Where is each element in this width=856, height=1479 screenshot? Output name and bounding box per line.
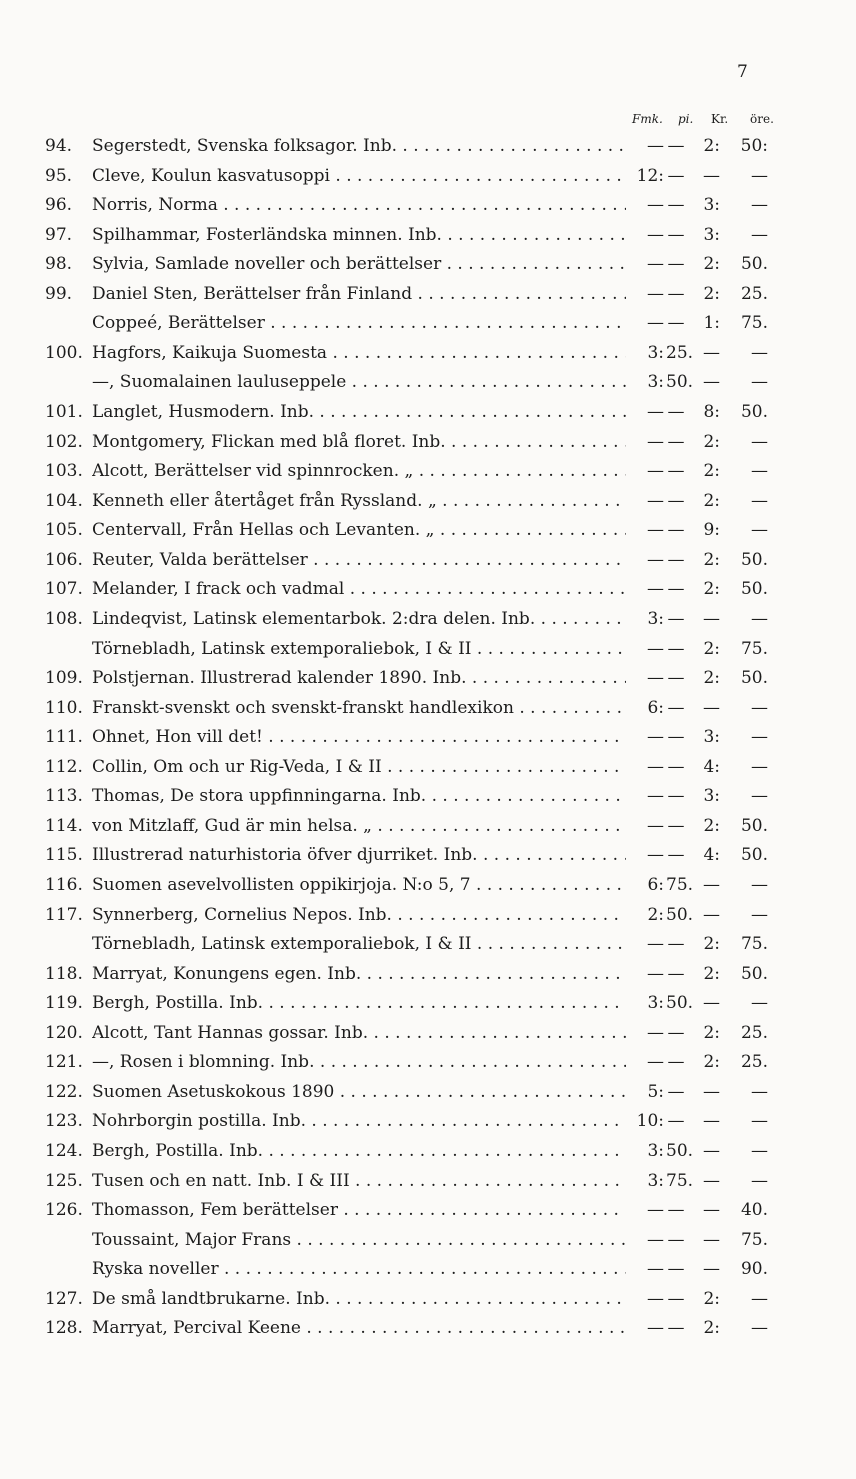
- entry-number: 120.: [45, 1022, 83, 1043]
- price-fmk: 3:: [647, 372, 664, 393]
- entry-number: 104.: [45, 490, 83, 511]
- price-kr: —: [703, 165, 720, 186]
- catalog-row: [0, 134, 856, 158]
- price-ore: —: [751, 490, 768, 511]
- entry-number: 111.: [45, 727, 83, 748]
- price-fmk: —: [647, 224, 664, 245]
- price-pi: —: [667, 1288, 685, 1309]
- catalog-row: [0, 311, 856, 335]
- price-kr: 2:: [703, 638, 720, 659]
- catalog-row: [0, 548, 856, 572]
- price-fmk: —: [647, 668, 664, 689]
- price-ore: 75.: [740, 638, 768, 659]
- entry-title: Montgomery, Flickan med blå floret. Inb. . . .: [92, 430, 626, 454]
- price-kr: 2:: [703, 1022, 720, 1043]
- entry-title: Thomas, De stora uppfinningarna. Inb. . . .: [92, 784, 626, 808]
- price-fmk: —: [647, 756, 664, 777]
- price-kr: 9:: [703, 520, 720, 541]
- entry-title: Centervall, Från Hellas och Levanten. „ . . .: [92, 518, 626, 542]
- price-fmk: —: [647, 1052, 664, 1073]
- catalog-row: [0, 962, 856, 986]
- catalog-row: [0, 696, 856, 720]
- price-ore: 50.: [740, 963, 768, 984]
- price-kr: 4:: [703, 845, 720, 866]
- entry-number: 108.: [45, 608, 83, 629]
- price-pi: —: [667, 224, 685, 245]
- price-fmk: —: [647, 520, 664, 541]
- entry-title: De små landtbrukarne. Inb. . . .: [92, 1287, 626, 1311]
- price-kr: 1:: [703, 313, 720, 334]
- catalog-row: [0, 607, 856, 631]
- price-fmk: 3:: [647, 1170, 664, 1191]
- price-kr: —: [703, 342, 720, 363]
- entry-number: 113.: [45, 786, 83, 807]
- price-fmk: —: [647, 1022, 664, 1043]
- entry-number: 126.: [45, 1200, 83, 1221]
- price-fmk: —: [647, 815, 664, 836]
- entry-number: 118.: [45, 963, 83, 984]
- price-pi: —: [667, 490, 685, 511]
- price-fmk: —: [647, 549, 664, 570]
- price-fmk: —: [647, 1259, 664, 1280]
- price-kr: 2:: [703, 815, 720, 836]
- price-ore: —: [751, 1318, 768, 1339]
- entry-title: Bergh, Postilla. Inb. . . .: [92, 991, 626, 1015]
- price-kr: —: [703, 697, 720, 718]
- price-pi: —: [667, 608, 685, 629]
- price-ore: —: [751, 1081, 768, 1102]
- catalog-row: [0, 1021, 856, 1045]
- entry-number: 110.: [45, 697, 83, 718]
- price-fmk: 10:: [636, 1111, 664, 1132]
- price-kr: —: [703, 1081, 720, 1102]
- price-ore: 50.: [740, 549, 768, 570]
- entry-number: 128.: [45, 1318, 83, 1339]
- price-kr: 2:: [703, 490, 720, 511]
- price-pi: —: [667, 520, 685, 541]
- entry-number: 116.: [45, 875, 83, 895]
- price-ore: 40.: [740, 1200, 768, 1221]
- price-kr: —: [703, 1229, 720, 1250]
- price-kr: —: [703, 1111, 720, 1132]
- price-kr: 3:: [703, 727, 720, 748]
- price-pi: —: [667, 402, 685, 423]
- catalog-row: [0, 784, 856, 808]
- entry-number: 102.: [45, 431, 83, 452]
- price-pi: —: [667, 313, 685, 334]
- catalog-row: [0, 370, 856, 394]
- price-kr: —: [703, 1141, 720, 1162]
- price-pi: —: [667, 1052, 685, 1073]
- entry-title: Franskt-svenskt och svenskt-franskt handlexikon . . .: [92, 696, 626, 720]
- entry-title: Thomasson, Fem berättelser . . .: [92, 1198, 626, 1222]
- entry-number: 124.: [45, 1141, 83, 1162]
- entry-title: Tusen och en natt. Inb. I & III . . .: [92, 1169, 626, 1193]
- catalog-row: [0, 577, 856, 601]
- entry-title: Illustrerad naturhistoria öfver djurriket. Inb. . . .: [92, 843, 626, 867]
- price-fmk: —: [647, 402, 664, 423]
- catalog-row: [0, 282, 856, 306]
- price-kr: 3:: [703, 224, 720, 245]
- price-kr: 2:: [703, 1052, 720, 1073]
- price-pi: —: [667, 136, 685, 156]
- price-pi: —: [667, 283, 685, 304]
- price-kr: 4:: [703, 756, 720, 777]
- price-fmk: —: [647, 1318, 664, 1339]
- price-fmk: 6:: [647, 875, 664, 895]
- price-kr: 2:: [703, 254, 720, 275]
- entry-title: Törnebladh, Latinsk extemporaliebok, I & II . . .: [92, 637, 626, 661]
- price-kr: —: [703, 904, 720, 925]
- price-kr: —: [703, 1259, 720, 1280]
- price-pi: 25.: [666, 342, 694, 363]
- catalog-row: [0, 814, 856, 838]
- price-ore: 75.: [740, 934, 768, 955]
- entry-title: Melander, I frack och vadmal . . .: [92, 577, 626, 601]
- entry-number: 98.: [45, 254, 73, 275]
- entry-title: Sylvia, Samlade noveller och berättelser . . .: [92, 252, 626, 276]
- price-pi: —: [667, 254, 685, 275]
- entry-number: 103.: [45, 461, 83, 482]
- entry-title: Ohnet, Hon vill det! . . .: [92, 725, 626, 749]
- entry-title: Segerstedt, Svenska folksagor. Inb. . . .: [92, 134, 626, 158]
- price-pi: 50.: [666, 1141, 694, 1162]
- entry-title: Alcott, Tant Hannas gossar. Inb. . . .: [92, 1021, 626, 1045]
- entry-number: 114.: [45, 815, 83, 836]
- catalog-row: [0, 873, 856, 897]
- price-fmk: —: [647, 727, 664, 748]
- price-ore: —: [751, 520, 768, 541]
- price-ore: 50.: [740, 579, 768, 600]
- price-fmk: —: [647, 313, 664, 334]
- entry-number: 122.: [45, 1081, 83, 1102]
- price-ore: 25.: [740, 1052, 768, 1073]
- price-ore: 50.: [740, 254, 768, 275]
- price-kr: 2:: [703, 934, 720, 955]
- entry-title: Hagfors, Kaikuja Suomesta . . .: [92, 341, 626, 365]
- price-fmk: —: [647, 195, 664, 216]
- price-fmk: —: [647, 431, 664, 452]
- price-fmk: —: [647, 283, 664, 304]
- price-fmk: 3:: [647, 993, 664, 1014]
- price-pi: —: [667, 165, 685, 186]
- price-ore: —: [751, 875, 768, 895]
- price-ore: —: [751, 165, 768, 186]
- price-kr: 2:: [703, 1288, 720, 1309]
- entry-number: 105.: [45, 520, 83, 541]
- price-fmk: —: [647, 579, 664, 600]
- price-pi: —: [667, 668, 685, 689]
- price-kr: 2:: [703, 579, 720, 600]
- entry-title: Kenneth eller återtåget från Ryssland. „ . . .: [92, 489, 626, 513]
- entry-title: Lindeqvist, Latinsk elementarbok. 2:dra delen. Inb. . . .: [92, 607, 626, 631]
- entry-title: Spilhammar, Fosterländska minnen. Inb. . . .: [92, 223, 626, 247]
- catalog-row: [0, 459, 856, 483]
- catalog-row: [0, 341, 856, 365]
- price-fmk: —: [647, 786, 664, 807]
- catalog-row: [0, 666, 856, 690]
- entry-title: Suomen asevelvollisten oppikirjoja. N:o 5, 7 . . .: [92, 873, 626, 897]
- entry-number: 94.: [45, 136, 73, 156]
- price-kr: 2:: [703, 136, 720, 156]
- price-fmk: —: [647, 845, 664, 866]
- entry-title: Collin, Om och ur Rig-Veda, I & II . . .: [92, 755, 626, 779]
- price-ore: 50:: [740, 136, 768, 156]
- entry-title: Bergh, Postilla. Inb. . . .: [92, 1139, 626, 1163]
- header-ore: öre.: [750, 112, 774, 126]
- entry-title: Toussaint, Major Frans . . .: [92, 1228, 626, 1252]
- catalog-row: [0, 518, 856, 542]
- entry-number: 127.: [45, 1288, 83, 1309]
- price-fmk: 5:: [647, 1081, 664, 1102]
- price-ore: 25.: [740, 1022, 768, 1043]
- price-pi: —: [667, 1318, 685, 1339]
- price-ore: —: [751, 1141, 768, 1162]
- price-pi: —: [667, 549, 685, 570]
- catalog-row: [0, 725, 856, 749]
- entry-title: Synnerberg, Cornelius Nepos. Inb. . . .: [92, 903, 626, 927]
- price-pi: —: [667, 756, 685, 777]
- price-pi: —: [667, 1259, 685, 1280]
- catalog-row: [0, 1139, 856, 1163]
- entry-title: Suomen Asetuskokous 1890 . . .: [92, 1080, 626, 1104]
- header-pi: pi.: [678, 112, 694, 126]
- entry-number: 115.: [45, 845, 83, 866]
- entry-title: Nohrborgin postilla. Inb. . . .: [92, 1109, 626, 1133]
- catalog-row: [0, 1316, 856, 1340]
- price-fmk: —: [647, 934, 664, 955]
- price-fmk: —: [647, 1229, 664, 1250]
- price-pi: —: [667, 727, 685, 748]
- price-fmk: 3:: [647, 608, 664, 629]
- entry-title: von Mitzlaff, Gud är min helsa. „ . . .: [92, 814, 626, 838]
- price-kr: 2:: [703, 431, 720, 452]
- price-ore: —: [751, 786, 768, 807]
- catalog-row: [0, 400, 856, 424]
- entry-number: 101.: [45, 402, 83, 423]
- price-pi: —: [667, 1111, 685, 1132]
- price-ore: 50.: [740, 668, 768, 689]
- catalog-row: [0, 755, 856, 779]
- catalog-row: [0, 932, 856, 956]
- entry-title: Marryat, Konungens egen. Inb. . . .: [92, 962, 626, 986]
- price-pi: 50.: [666, 904, 694, 925]
- price-pi: 75.: [666, 1170, 694, 1191]
- price-pi: —: [667, 1081, 685, 1102]
- entry-number: 123.: [45, 1111, 83, 1132]
- price-ore: —: [751, 431, 768, 452]
- entry-number: 96.: [45, 195, 73, 216]
- header-kr: Kr.: [711, 112, 729, 126]
- price-pi: —: [667, 1200, 685, 1221]
- price-pi: —: [667, 1229, 685, 1250]
- entry-number: 106.: [45, 549, 83, 570]
- price-pi: —: [667, 963, 685, 984]
- price-kr: —: [703, 372, 720, 393]
- price-ore: 50.: [740, 815, 768, 836]
- entry-number: 119.: [45, 993, 83, 1014]
- price-kr: 2:: [703, 549, 720, 570]
- entry-number: 121.: [45, 1052, 83, 1073]
- price-kr: —: [703, 608, 720, 629]
- catalog-row: [0, 1169, 856, 1193]
- entry-title: —, Suomalainen lauluseppele . . .: [92, 370, 626, 394]
- price-kr: —: [703, 993, 720, 1014]
- entry-title: Ryska noveller . . .: [92, 1257, 626, 1281]
- price-ore: —: [751, 342, 768, 363]
- price-ore: —: [751, 727, 768, 748]
- catalog-row: [0, 1080, 856, 1104]
- price-ore: —: [751, 1288, 768, 1309]
- price-fmk: —: [647, 136, 664, 156]
- catalog-row: [0, 430, 856, 454]
- price-pi: 75.: [666, 875, 694, 895]
- price-kr: 2:: [703, 668, 720, 689]
- entry-title: Coppeé, Berättelser . . .: [92, 311, 626, 335]
- entry-number: 100.: [45, 342, 83, 363]
- price-kr: 3:: [703, 195, 720, 216]
- price-fmk: —: [647, 1200, 664, 1221]
- price-pi: —: [667, 195, 685, 216]
- price-fmk: —: [647, 963, 664, 984]
- price-ore: 50.: [740, 845, 768, 866]
- catalog-row: [0, 193, 856, 217]
- price-fmk: —: [647, 461, 664, 482]
- price-pi: —: [667, 934, 685, 955]
- entry-title: Cleve, Koulun kasvatusoppi . . .: [92, 164, 626, 188]
- price-pi: 50.: [666, 993, 694, 1014]
- catalog-row: [0, 223, 856, 247]
- price-ore: —: [751, 756, 768, 777]
- price-ore: —: [751, 372, 768, 393]
- price-ore: —: [751, 224, 768, 245]
- price-ore: —: [751, 1170, 768, 1191]
- entry-title: Reuter, Valda berättelser . . .: [92, 548, 626, 572]
- price-kr: —: [703, 1170, 720, 1191]
- entry-number: 95.: [45, 165, 73, 186]
- price-pi: —: [667, 431, 685, 452]
- price-fmk: —: [647, 1288, 664, 1309]
- entry-title: Törnebladh, Latinsk extemporaliebok, I & II . . .: [92, 932, 626, 956]
- price-kr: 2:: [703, 963, 720, 984]
- price-pi: —: [667, 638, 685, 659]
- price-pi: —: [667, 786, 685, 807]
- price-kr: 8:: [703, 402, 720, 423]
- entry-number: 109.: [45, 668, 83, 689]
- catalog-row: [0, 991, 856, 1015]
- catalog-row: [0, 1109, 856, 1133]
- entry-title: Daniel Sten, Berättelser från Finland . . .: [92, 282, 626, 306]
- price-pi: —: [667, 815, 685, 836]
- price-fmk: —: [647, 254, 664, 275]
- price-pi: —: [667, 579, 685, 600]
- price-ore: —: [751, 461, 768, 482]
- price-ore: —: [751, 697, 768, 718]
- page-number: 7: [737, 62, 748, 82]
- price-pi: —: [667, 697, 685, 718]
- price-kr: —: [703, 1200, 720, 1221]
- entry-title: Langlet, Husmodern. Inb. . . .: [92, 400, 626, 424]
- price-fmk: 12:: [636, 165, 664, 186]
- catalog-row: [0, 1228, 856, 1252]
- price-ore: —: [751, 904, 768, 925]
- catalog-row: [0, 1050, 856, 1074]
- price-fmk: —: [647, 638, 664, 659]
- catalog-row: [0, 1257, 856, 1281]
- entry-title: —, Rosen i blomning. Inb. . . .: [92, 1050, 626, 1074]
- entry-title: Norris, Norma . . .: [92, 193, 626, 217]
- price-kr: —: [703, 875, 720, 895]
- price-kr: 2:: [703, 461, 720, 482]
- price-pi: —: [667, 845, 685, 866]
- price-pi: 50.: [666, 372, 694, 393]
- price-ore: 75.: [740, 1229, 768, 1250]
- entry-title: Marryat, Percival Keene . . .: [92, 1316, 626, 1340]
- price-fmk: 3:: [647, 1141, 664, 1162]
- price-ore: 90.: [740, 1259, 768, 1280]
- catalog-row: [0, 1198, 856, 1222]
- catalog-row: [0, 252, 856, 276]
- price-ore: —: [751, 608, 768, 629]
- entry-number: 117.: [45, 904, 83, 925]
- price-ore: —: [751, 195, 768, 216]
- entry-number: 99.: [45, 283, 73, 304]
- catalog-row: [0, 637, 856, 661]
- price-ore: 75.: [740, 313, 768, 334]
- price-kr: 2:: [703, 283, 720, 304]
- price-ore: —: [751, 993, 768, 1014]
- catalog-row: [0, 903, 856, 927]
- price-kr: 2:: [703, 1318, 720, 1339]
- catalog-row: [0, 843, 856, 867]
- catalog-row: [0, 1287, 856, 1311]
- header-fmk: Fmk.: [632, 112, 663, 126]
- entry-title: Alcott, Berättelser vid spinnrocken. „ . . .: [92, 459, 626, 483]
- price-fmk: 6:: [647, 697, 664, 718]
- price-kr: 3:: [703, 786, 720, 807]
- entry-number: 125.: [45, 1170, 83, 1191]
- price-pi: —: [667, 461, 685, 482]
- price-fmk: 3:: [647, 342, 664, 363]
- catalog-row: [0, 164, 856, 188]
- entry-number: 97.: [45, 224, 73, 245]
- price-ore: 25.: [740, 283, 768, 304]
- entry-number: 112.: [45, 756, 83, 777]
- catalog-row: [0, 489, 856, 513]
- price-fmk: 2:: [647, 904, 664, 925]
- price-fmk: —: [647, 490, 664, 511]
- entry-number: 107.: [45, 579, 83, 600]
- price-pi: —: [667, 1022, 685, 1043]
- price-ore: —: [751, 1111, 768, 1132]
- entry-title: Polstjernan. Illustrerad kalender 1890. Inb. . . .: [92, 666, 626, 690]
- price-ore: 50.: [740, 402, 768, 423]
